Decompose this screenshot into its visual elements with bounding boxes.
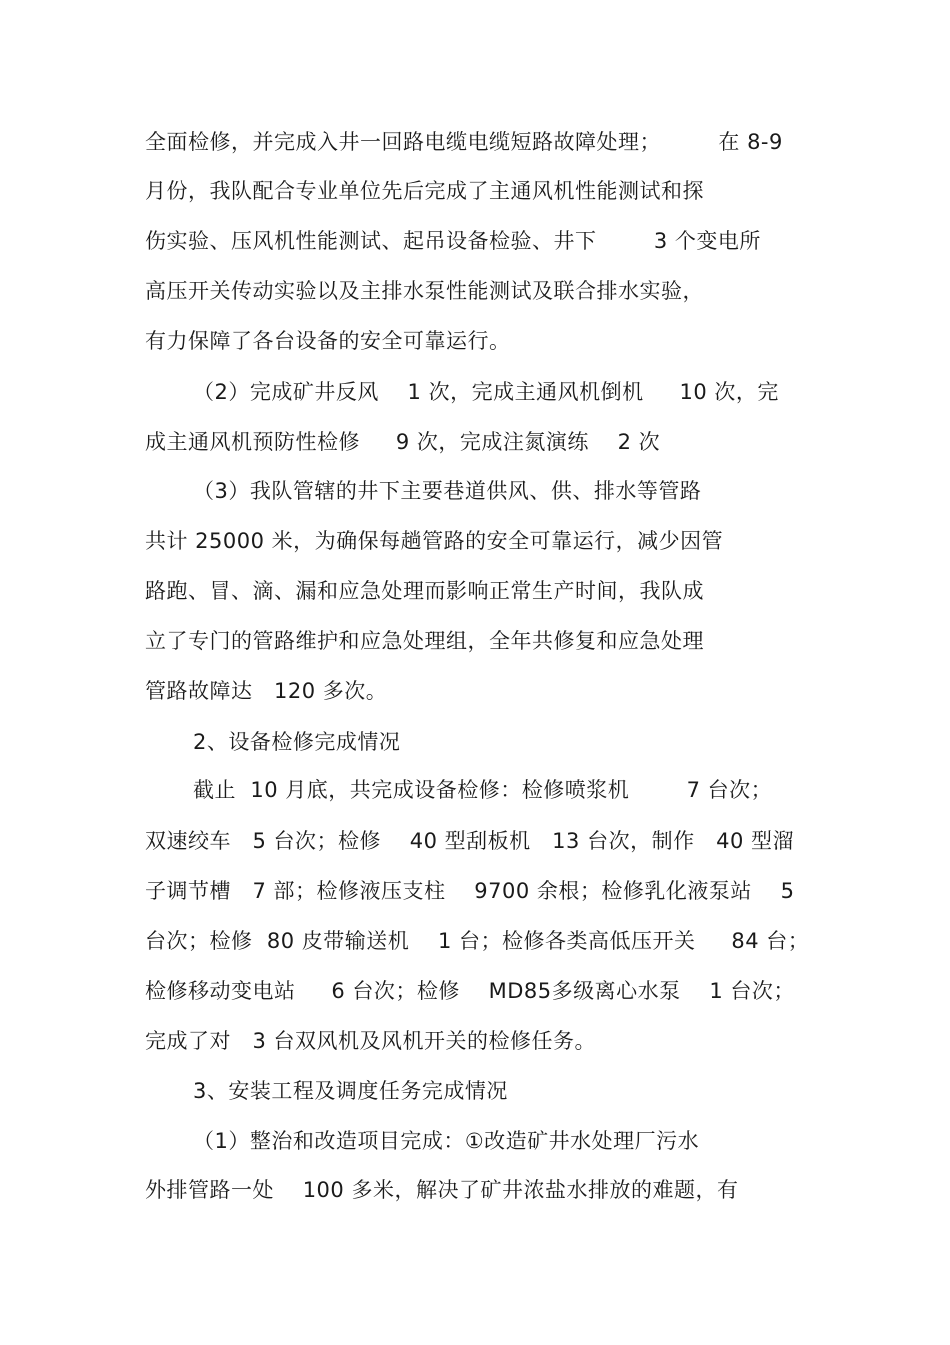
section-heading: 2、设备检修完成情况 xyxy=(193,730,401,754)
text-line: 立了专门的管路维护和应急处理组，全年共修复和应急处理 xyxy=(145,629,704,653)
text-line: 子调节槽 7 部；检修液压支柱 9700 余根；检修乳化液泵站 5 xyxy=(145,879,795,903)
text-line: 成主通风机预防性检修 9 次，完成注氮演练 2 次 xyxy=(145,430,661,454)
text-line: 伤实验、压风机性能测试、起吊设备检验、井下 3 个变电所 xyxy=(145,229,761,253)
text-line: （2）完成矿井反风 1 次，完成主通风机倒机 10 次，完 xyxy=(193,380,779,404)
text-line: 有力保障了各台设备的安全可靠运行。 xyxy=(145,329,511,353)
text-line: 月份，我队配合专业单位先后完成了主通风机性能测试和探 xyxy=(145,179,704,203)
text-line: （1）整治和改造项目完成：①改造矿井水处理厂污水 xyxy=(193,1129,700,1153)
text-line: 完成了对 3 台双风机及风机开关的检修任务。 xyxy=(145,1029,597,1053)
text-line: （3）我队管辖的井下主要巷道供风、供、排水等管路 xyxy=(193,479,702,503)
section-heading: 3、安装工程及调度任务完成情况 xyxy=(193,1079,508,1103)
text-line: 高压开关传动实验以及主排水泵性能测试及联合排水实验， xyxy=(145,279,704,303)
text-line: 检修移动变电站 6 台次；检修 MD85多级离心水泵 1 台次； xyxy=(145,979,795,1003)
text-line: 外排管路一处 100 多米，解决了矿井浓盐水排放的难题，有 xyxy=(145,1178,739,1202)
text-line: 双速绞车 5 台次；检修 40 型刮板机 13 台次，制作 40 型溜 xyxy=(145,829,795,853)
text-line: 管路故障达 120 多次。 xyxy=(145,679,388,703)
text-line: 路跑、冒、滴、漏和应急处理而影响正常生产时间，我队成 xyxy=(145,579,704,603)
text-line: 截止 10 月底，共完成设备检修：检修喷浆机 7 台次； xyxy=(193,778,773,802)
text-line: 全面检修，并完成入井一回路电缆电缆短路故障处理； 在 8-9 xyxy=(145,130,783,154)
text-line: 台次；检修 80 皮带输送机 1 台；检修各类高低压开关 84 台； xyxy=(145,929,810,953)
text-line: 共计 25000 米，为确保每趟管路的安全可靠运行，减少因管 xyxy=(145,529,724,553)
